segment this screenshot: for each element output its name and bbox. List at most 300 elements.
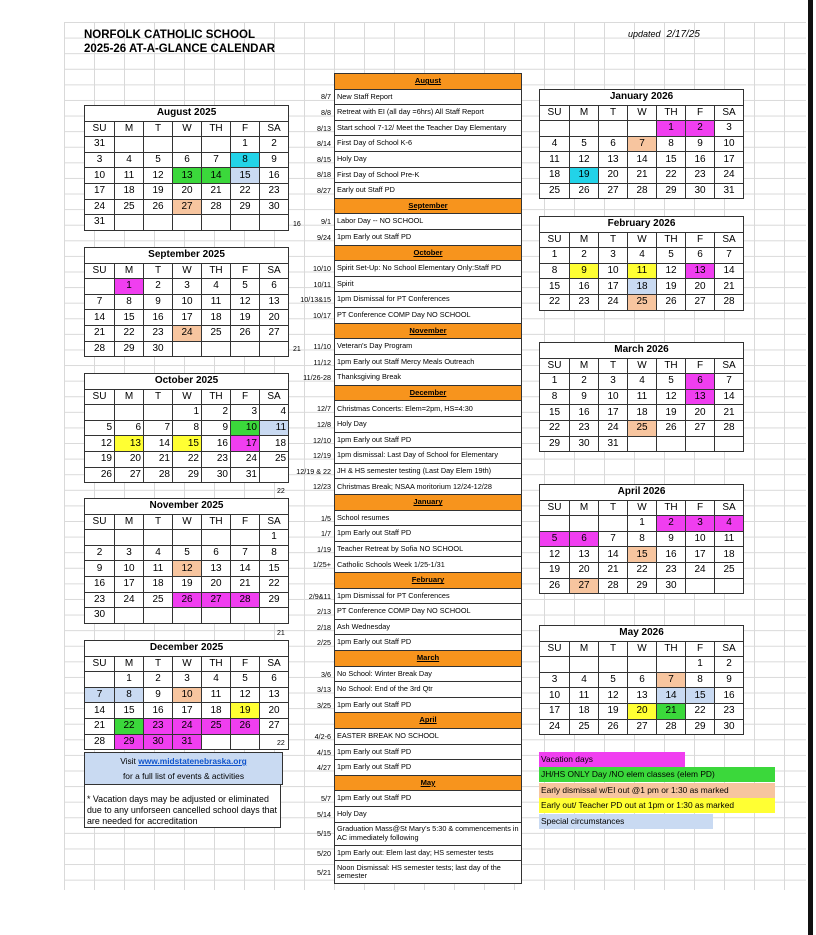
day-cell: 18 <box>260 436 289 452</box>
day-cell: 11 <box>540 152 570 168</box>
day-cell: 15 <box>115 310 144 326</box>
event-row: Christmas Concerts: Elem=2pm, HS=4:30 <box>335 401 522 417</box>
day-cell <box>144 137 173 153</box>
weekday-header: SU <box>85 263 115 279</box>
day-cell: 15 <box>115 703 144 719</box>
event-month-header: November <box>335 323 522 339</box>
day-cell: 5 <box>570 136 599 152</box>
day-cell <box>173 137 202 153</box>
day-cell <box>599 516 628 532</box>
weekday-header: SA <box>715 641 744 657</box>
day-cell: 14 <box>715 389 744 405</box>
weekday-header: M <box>570 641 599 657</box>
event-month-header: October <box>335 245 522 261</box>
day-cell: 16 <box>570 279 599 295</box>
event-row: New Staff Report <box>335 89 522 105</box>
day-cell <box>657 436 686 452</box>
day-cell: 26 <box>173 592 202 608</box>
day-cell: 20 <box>686 405 715 421</box>
weekday-header: W <box>628 232 657 248</box>
event-month-header: April <box>335 713 522 729</box>
day-cell <box>85 279 115 295</box>
event-row: Teacher Retreat by Sofia NO SCHOOL <box>335 541 522 557</box>
event-row: 1pm Early out Staff PD <box>335 635 522 651</box>
day-cell: 7 <box>85 294 115 310</box>
visit-subtext: for a full list of events & activities <box>122 771 245 781</box>
day-cell: 12 <box>570 152 599 168</box>
window-edge <box>808 0 813 935</box>
day-cell: 24 <box>173 718 202 734</box>
day-cell: 16 <box>85 576 115 592</box>
day-cell: 1 <box>115 672 144 688</box>
month-title: May 2026 <box>540 626 744 642</box>
day-cell <box>231 734 260 750</box>
day-cell: 25 <box>260 451 289 467</box>
day-cell: 6 <box>570 531 599 547</box>
day-cell: 24 <box>231 451 260 467</box>
day-cell <box>173 530 202 546</box>
day-cell: 5 <box>85 420 115 436</box>
weekday-header: T <box>599 500 628 516</box>
day-cell: 1 <box>628 516 657 532</box>
event-date: 11/10 <box>313 342 331 351</box>
calendar-october-2025 <box>84 373 289 483</box>
event-row: EASTER BREAK NO SCHOOL <box>335 728 522 744</box>
event-date: 3/25 <box>317 700 331 710</box>
day-cell: 20 <box>599 167 628 183</box>
weekday-header: T <box>144 263 173 279</box>
weekday-header: SU <box>85 121 115 137</box>
day-cell: 15 <box>260 561 289 577</box>
day-cell: 20 <box>260 703 289 719</box>
day-cell: 6 <box>628 672 657 688</box>
day-cell <box>628 657 657 673</box>
day-cell: 10 <box>173 687 202 703</box>
day-cell: 21 <box>715 279 744 295</box>
day-cell: 29 <box>686 719 715 735</box>
event-date: 8/27 <box>317 186 331 195</box>
day-cell: 1 <box>173 405 202 421</box>
day-cell: 26 <box>85 467 115 483</box>
day-cell: 18 <box>628 405 657 421</box>
day-cell: 7 <box>144 420 173 436</box>
day-cell <box>85 672 115 688</box>
day-cell: 23 <box>144 718 173 734</box>
day-cell: 12 <box>144 168 173 184</box>
calendar-march-2026 <box>539 342 744 452</box>
day-cell: 15 <box>540 279 570 295</box>
day-cell: 6 <box>173 152 202 168</box>
day-cell <box>115 137 144 153</box>
day-cell: 12 <box>540 547 570 563</box>
day-cell <box>628 121 657 137</box>
day-cell: 27 <box>260 325 289 341</box>
event-row: 1pm Early out Staff PD <box>335 526 522 542</box>
day-cell: 16 <box>260 168 289 184</box>
event-date: 10/13&15 <box>300 295 331 305</box>
weekday-header: W <box>628 641 657 657</box>
day-cell: 18 <box>202 703 231 719</box>
day-cell <box>202 530 231 546</box>
day-cell: 27 <box>570 578 599 594</box>
day-cell: 8 <box>173 420 202 436</box>
day-cell: 1 <box>686 657 715 673</box>
event-row: Retreat with EI (all day =6hrs) All Staff Report <box>335 105 522 121</box>
updated-label: updated <box>628 29 661 39</box>
day-cell: 2 <box>715 657 744 673</box>
weekday-header: W <box>173 514 202 530</box>
day-cell: 31 <box>231 467 260 483</box>
day-cell: 25 <box>570 719 599 735</box>
weekday-header: TH <box>202 389 231 405</box>
day-cell: 24 <box>173 325 202 341</box>
day-cell: 16 <box>144 310 173 326</box>
day-cell: 3 <box>540 672 570 688</box>
day-cell <box>115 530 144 546</box>
day-cell <box>570 516 599 532</box>
day-cell: 19 <box>599 703 628 719</box>
day-cell: 13 <box>260 294 289 310</box>
day-cell: 18 <box>115 183 144 199</box>
day-cell: 10 <box>540 688 570 704</box>
day-cell: 12 <box>85 436 115 452</box>
day-cell: 25 <box>540 183 570 199</box>
vacation-note: * Vacation days may be adjusted or eliminated due to any unforseen cancelled school days that are needed for accreditation <box>84 784 281 828</box>
calendar-may-2026 <box>539 625 744 735</box>
school-days-january: 22 <box>277 740 285 747</box>
day-cell: 12 <box>231 294 260 310</box>
day-cell: 21 <box>715 405 744 421</box>
day-cell: 22 <box>540 294 570 310</box>
day-cell: 24 <box>540 719 570 735</box>
day-cell: 4 <box>144 545 173 561</box>
day-cell: 7 <box>628 136 657 152</box>
day-cell: 9 <box>715 672 744 688</box>
calendar-title: 2025-26 AT-A-GLANCE CALENDAR <box>84 43 276 55</box>
day-cell: 20 <box>686 279 715 295</box>
weekday-header: SU <box>540 358 570 374</box>
day-cell: 3 <box>715 121 744 137</box>
day-cell: 13 <box>202 561 231 577</box>
day-cell: 25 <box>715 562 744 578</box>
day-cell: 26 <box>657 420 686 436</box>
day-cell: 23 <box>715 703 744 719</box>
weekday-header: T <box>144 514 173 530</box>
day-cell: 19 <box>570 167 599 183</box>
day-cell: 17 <box>85 183 115 199</box>
calendar-april-2026 <box>539 484 744 594</box>
event-date: 3/13 <box>317 685 331 695</box>
day-cell: 30 <box>260 199 289 215</box>
day-cell: 30 <box>686 183 715 199</box>
day-cell <box>540 121 570 137</box>
day-cell: 28 <box>231 592 260 608</box>
day-cell: 21 <box>85 325 115 341</box>
day-cell: 8 <box>231 152 260 168</box>
day-cell: 15 <box>173 436 202 452</box>
day-cell: 27 <box>599 183 628 199</box>
weekday-header: F <box>686 232 715 248</box>
weekday-header: M <box>570 500 599 516</box>
weekday-header: SU <box>85 514 115 530</box>
day-cell <box>173 341 202 357</box>
weekday-header: T <box>144 121 173 137</box>
day-cell: 14 <box>657 688 686 704</box>
day-cell: 15 <box>686 688 715 704</box>
day-cell: 10 <box>85 168 115 184</box>
day-cell: 3 <box>231 405 260 421</box>
day-cell: 28 <box>715 420 744 436</box>
day-cell: 15 <box>657 152 686 168</box>
day-cell: 4 <box>570 672 599 688</box>
weekday-header: M <box>115 121 144 137</box>
day-cell: 17 <box>599 279 628 295</box>
weekday-header: SU <box>85 656 115 672</box>
event-row: Holy Day <box>335 151 522 167</box>
day-cell: 21 <box>599 562 628 578</box>
event-date: 3/6 <box>321 669 331 679</box>
event-row: Veteran's Day Program <box>335 339 522 355</box>
day-cell <box>628 436 657 452</box>
day-cell: 20 <box>628 703 657 719</box>
day-cell: 16 <box>570 405 599 421</box>
event-date: 12/10 <box>313 435 331 445</box>
day-cell: 6 <box>599 136 628 152</box>
event-row: 1pm Early out Staff PD <box>335 791 522 807</box>
event-date: 8/18 <box>317 170 331 180</box>
day-cell: 21 <box>202 183 231 199</box>
day-cell: 26 <box>570 183 599 199</box>
event-date: 4/27 <box>317 763 331 773</box>
event-date: 5/14 <box>317 810 331 819</box>
day-cell: 4 <box>715 516 744 532</box>
day-cell: 8 <box>657 136 686 152</box>
event-date: 5/20 <box>317 848 331 858</box>
day-cell: 11 <box>115 168 144 184</box>
legend-special: Special circumstances <box>539 814 713 829</box>
day-cell: 8 <box>115 294 144 310</box>
day-cell <box>202 734 231 750</box>
weekday-header: SA <box>260 514 289 530</box>
event-row: Spirit <box>335 276 522 292</box>
day-cell <box>231 215 260 231</box>
day-cell <box>540 657 570 673</box>
event-row: 1pm Early out Staff PD <box>335 697 522 713</box>
weekday-header: W <box>173 389 202 405</box>
day-cell: 17 <box>540 703 570 719</box>
day-cell: 1 <box>657 121 686 137</box>
event-date: 8/14 <box>317 139 331 149</box>
day-cell: 17 <box>173 703 202 719</box>
weekday-header: SA <box>260 121 289 137</box>
event-date: 4/15 <box>317 747 331 757</box>
day-cell <box>260 215 289 231</box>
month-title: April 2026 <box>540 485 744 501</box>
day-cell: 11 <box>144 561 173 577</box>
day-cell: 22 <box>231 183 260 199</box>
event-date: 12/19 & 22 <box>296 466 331 476</box>
event-row: Start school 7-12/ Meet the Teacher Day Elementary <box>335 120 522 136</box>
day-cell: 10 <box>173 294 202 310</box>
day-cell: 24 <box>686 562 715 578</box>
day-cell: 22 <box>115 325 144 341</box>
day-cell: 21 <box>85 718 115 734</box>
weekday-header: W <box>628 358 657 374</box>
day-cell: 31 <box>599 436 628 452</box>
day-cell: 27 <box>260 718 289 734</box>
weekday-header: W <box>628 500 657 516</box>
event-row: School resumes <box>335 510 522 526</box>
day-cell: 23 <box>570 420 599 436</box>
day-cell: 30 <box>657 578 686 594</box>
day-cell: 9 <box>85 561 115 577</box>
day-cell: 11 <box>260 420 289 436</box>
day-cell <box>115 608 144 624</box>
event-date: 10/11 <box>313 279 331 289</box>
day-cell: 14 <box>715 263 744 279</box>
weekday-header: TH <box>202 121 231 137</box>
day-cell: 9 <box>260 152 289 168</box>
day-cell <box>231 341 260 357</box>
day-cell: 25 <box>202 718 231 734</box>
day-cell: 30 <box>144 341 173 357</box>
day-cell: 29 <box>115 341 144 357</box>
event-date: 4/2-6 <box>314 732 331 741</box>
day-cell <box>231 608 260 624</box>
day-cell: 4 <box>540 136 570 152</box>
day-cell: 29 <box>628 578 657 594</box>
day-cell: 12 <box>231 687 260 703</box>
day-cell <box>260 467 289 483</box>
day-cell: 22 <box>173 451 202 467</box>
day-cell: 18 <box>715 547 744 563</box>
weekday-header: W <box>628 105 657 121</box>
day-cell: 24 <box>85 199 115 215</box>
event-row: Christmas Break; NSAA moritorium 12/24-12/28 <box>335 479 522 495</box>
day-cell: 2 <box>686 121 715 137</box>
day-cell <box>260 608 289 624</box>
day-cell: 23 <box>657 562 686 578</box>
weekday-header: TH <box>202 263 231 279</box>
day-cell: 8 <box>260 545 289 561</box>
event-row: First Day of School Pre-K <box>335 167 522 183</box>
day-cell <box>115 405 144 421</box>
weekday-header: F <box>231 656 260 672</box>
day-cell: 13 <box>115 436 144 452</box>
day-cell: 12 <box>657 263 686 279</box>
day-cell <box>85 405 115 421</box>
day-cell: 10 <box>231 420 260 436</box>
day-cell: 16 <box>715 688 744 704</box>
day-cell: 10 <box>115 561 144 577</box>
weekday-header: SU <box>85 389 115 405</box>
day-cell: 5 <box>144 152 173 168</box>
day-cell: 27 <box>686 420 715 436</box>
day-cell: 12 <box>599 688 628 704</box>
month-title: January 2026 <box>540 90 744 106</box>
weekday-header: W <box>173 656 202 672</box>
event-row: 1pm Early out Staff PD <box>335 744 522 760</box>
updated-note <box>628 29 700 40</box>
day-cell: 2 <box>570 248 599 264</box>
day-cell: 28 <box>85 734 115 750</box>
day-cell: 30 <box>570 436 599 452</box>
event-row: Noon Dismissal: HS semester tests; last day of the semester <box>335 861 522 884</box>
event-month-header: May <box>335 775 522 791</box>
weekday-header: SA <box>260 263 289 279</box>
day-cell: 15 <box>628 547 657 563</box>
weekday-header: TH <box>202 514 231 530</box>
visit-prefix: Visit <box>120 756 139 766</box>
day-cell: 2 <box>144 279 173 295</box>
event-row: JH & HS semester testing (Last Day Elem 19th) <box>335 463 522 479</box>
day-cell: 1 <box>115 279 144 295</box>
day-cell: 3 <box>599 374 628 390</box>
school-days-november: 22 <box>277 488 285 495</box>
day-cell <box>144 215 173 231</box>
day-cell: 28 <box>628 183 657 199</box>
day-cell <box>686 436 715 452</box>
day-cell: 23 <box>570 294 599 310</box>
day-cell: 14 <box>231 561 260 577</box>
month-title: October 2025 <box>85 374 289 390</box>
day-cell <box>202 608 231 624</box>
day-cell: 11 <box>202 294 231 310</box>
day-cell: 15 <box>540 405 570 421</box>
day-cell: 20 <box>202 576 231 592</box>
day-cell <box>173 215 202 231</box>
day-cell: 1 <box>231 137 260 153</box>
day-cell: 29 <box>260 592 289 608</box>
day-cell: 26 <box>540 578 570 594</box>
day-cell: 31 <box>85 137 115 153</box>
day-cell: 2 <box>202 405 231 421</box>
day-cell: 7 <box>599 531 628 547</box>
legend-early-out-pd: Early out/ Teacher PD out at 1pm or 1:30 as marked <box>539 798 775 813</box>
day-cell: 9 <box>202 420 231 436</box>
day-cell: 22 <box>115 718 144 734</box>
day-cell: 21 <box>657 703 686 719</box>
day-cell: 27 <box>173 199 202 215</box>
day-cell: 3 <box>85 152 115 168</box>
event-row: Spirit Set-Up: No School Elementary Only:Staff PD <box>335 261 522 277</box>
day-cell: 24 <box>599 420 628 436</box>
weekday-header: TH <box>202 656 231 672</box>
day-cell: 2 <box>657 516 686 532</box>
day-cell: 27 <box>202 592 231 608</box>
website-link[interactable]: www.midstatenebraska.org <box>138 756 247 766</box>
event-row: 1pm Early out Staff PD <box>335 432 522 448</box>
day-cell: 3 <box>686 516 715 532</box>
weekday-header: F <box>686 105 715 121</box>
day-cell: 13 <box>173 168 202 184</box>
event-row: First Day of School K-6 <box>335 136 522 152</box>
event-date: 8/8 <box>321 108 331 117</box>
day-cell: 28 <box>599 578 628 594</box>
day-cell: 19 <box>85 451 115 467</box>
day-cell: 15 <box>231 168 260 184</box>
day-cell: 13 <box>686 389 715 405</box>
day-cell <box>85 530 115 546</box>
event-row: 1pm Early out Staff PD <box>335 760 522 776</box>
day-cell: 16 <box>686 152 715 168</box>
day-cell: 3 <box>115 545 144 561</box>
weekday-header: M <box>115 514 144 530</box>
day-cell: 5 <box>231 672 260 688</box>
calendar-january-2026 <box>539 89 744 199</box>
weekday-header: SU <box>540 641 570 657</box>
day-cell <box>115 215 144 231</box>
